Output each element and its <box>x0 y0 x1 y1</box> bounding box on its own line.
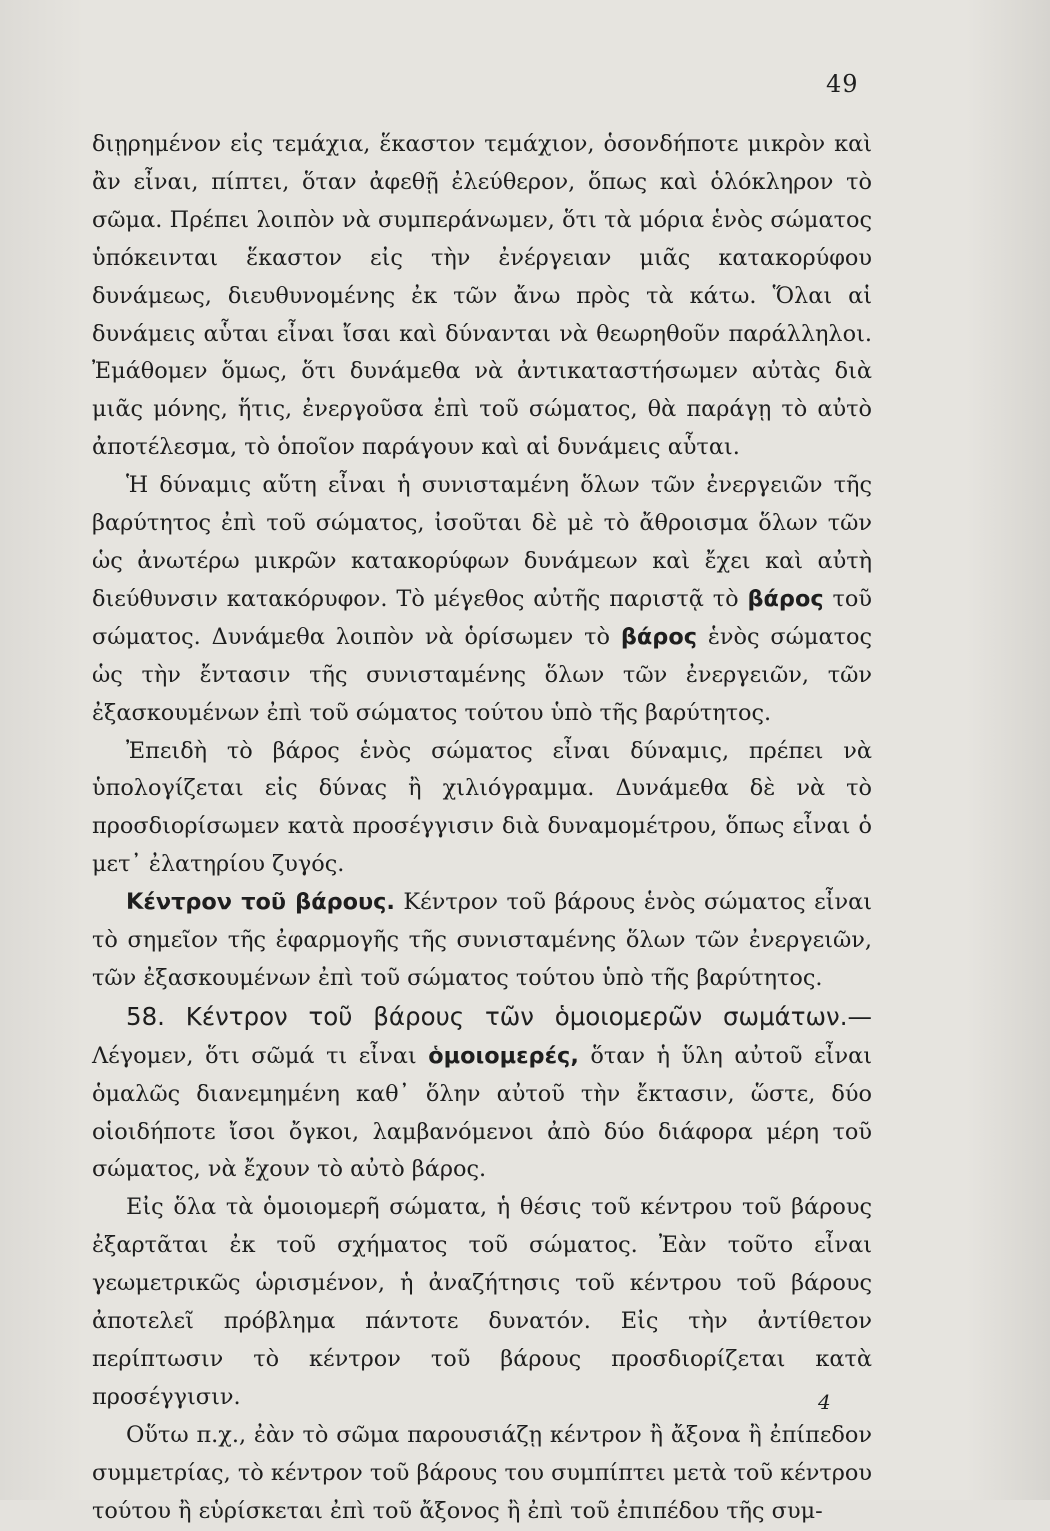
body-text <box>92 126 872 1531</box>
term-weight-2: βάρος <box>620 623 697 650</box>
paragraph-continued: διῃρημένον εἰς τεμάχια, ἕκαστον τεμάχιον, ὁσονδήποτε μικρὸν καὶ ἂν εἶναι, πίπτει, ὅταν ἀφεθῇ ἐλεύθερον, ὅπως καὶ ὁλόκληρον τὸ σῶμα. Πρέπει λοιπὸν νὰ συμπεράνωμεν, ὅτι τὰ μόρια ἑνὸς σώματος ὑπόκεινται ἕκαστον εἰς τὴν ἐνέργειαν μιᾶς κατακορύφου δυνάμεως, διευθυνομένης ἐκ τῶν ἄνω πρὸς τὰ κάτω. Ὅλαι αἱ δυνάμεις αὗται εἶναι ἴσαι καὶ δύνανται νὰ θεωρηθοῦν παράλληλοι. Ἐμάθομεν ὅμως, ὅτι δυνάμεθα νὰ ἀντικαταστήσωμεν αὐτὰς διὰ μιᾶς μόνης, ἥτις, ἐνεργοῦσα ἐπὶ τοῦ σώματος, θὰ παράγῃ τὸ αὐτὸ ἀποτέλεσμα, τὸ ὁποῖον παράγουν καὶ αἱ δυνάμεις αὗται. <box>92 131 872 461</box>
paragraph-center-of-gravity <box>92 884 872 998</box>
term-weight-1: βάρος <box>747 585 824 612</box>
p2-end: ἑνὸς σώματος ὡς τὴν ἔντασιν τῆς συνισταμένης ὅλων τῶν ἐνεργειῶν, τῶν ἐξασκουμένων ἐπὶ τοῦ σώματος τούτου ὑπὸ τῆς βαρύτητος. <box>92 623 873 726</box>
paragraph-weight-units: Ἐπειδὴ τὸ βάρος ἑνὸς σώματος εἶναι δύναμις, πρέπει νὰ ὑπολογίζεται εἰς δύνας ἢ χιλιόγραμμα. Δυνάμεθα δὲ νὰ τὸ προσδιορίσωμεν κατὰ προσέγγισιν διὰ δυναμομέτρου, ὅπως εἶναι ὁ μετ᾽ ἐλατηρίου ζυγός. <box>92 737 872 878</box>
paragraph-weight-definition <box>92 467 872 732</box>
p2-start: Ἡ δύναμις αὕτη εἶναι ἡ συνισταμένη ὅλων τῶν ἐνεργειῶν τῆς βαρύτητος ἐπὶ τοῦ σώματος, ἰσοῦται δὲ μὲ τὸ ἄθροισμα ὅλων τῶν ὡς ἀνωτέρω μικρῶν κατακορύφων δυνάμεων καὶ ἔχει καὶ αὐτὴ διεύθυνσιν κατακόρυφον. Τὸ μέγεθος αὐτῆς παριστᾷ τὸ <box>92 472 872 612</box>
term-center-of-gravity: Κέντρον τοῦ βάρους. <box>126 889 395 916</box>
signature-mark: 4 <box>818 1390 831 1414</box>
p5-end: ὅταν ἡ ὕλη αὐτοῦ εἶναι ὁμαλῶς διανεμημένη καθ᾽ ὅλην αὐτοῦ τὴν ἔκτασιν, ὥστε, δύο οἱοιδήποτε ἴσοι ὄγκοι, λαμβανόμενοι ἀπὸ δύο διάφορα μέρη τοῦ σώματος, νὰ ἔχουν τὸ αὐτὸ βάρος. <box>92 1042 872 1183</box>
p5-start: Λέγομεν, ὅτι σῶμά τι εἶναι <box>92 1042 417 1069</box>
p4-text: Κέντρον τοῦ βάρους ἑνὸς σώματος εἶναι τὸ σημεῖον τῆς ἐφαρμογῆς τῆς συνισταμένης ὅλων τῶν ἐνεργειῶν, τῶν ἐξασκουμένων ἐπὶ τοῦ σώματος τούτου ὑπὸ τῆς βαρύτητος. <box>92 889 872 991</box>
term-homogeneous: ὁμοιομερές, <box>428 1042 579 1069</box>
page-number: 49 <box>826 70 859 98</box>
p2-mid: τοῦ σώματος. Δυνάμεθα λοιπὸν νὰ ὁρίσωμεν τὸ <box>92 585 872 650</box>
paragraph-symmetry: Οὕτω π.χ., ἐὰν τὸ σῶμα παρουσιάζῃ κέντρον ἢ ἄξονα ἢ ἐπίπεδον συμμετρίας, τὸ κέντρον τοῦ βάρους του συμπίπτει μετὰ τοῦ κέντρου τούτου ἢ εὑρίσκεται ἐπὶ τοῦ ἄξονος ἢ ἐπὶ τοῦ ἐπιπέδου τῆς συμ- <box>92 1421 872 1524</box>
section-58 <box>92 998 872 1190</box>
section-heading: 58. Κέντρον τοῦ βάρους τῶν ὁμοιομερῶν σωμάτων.— <box>126 1001 872 1031</box>
paragraph-shape-dependence: Εἰς ὅλα τὰ ὁμοιομερῆ σώματα, ἡ θέσις τοῦ κέντρου τοῦ βάρους ἐξαρτᾶται ἐκ τοῦ σχήματος τοῦ σώματος. Ἐὰν τοῦτο εἶναι γεωμετρικῶς ὡρισμένον, ἡ ἀναζήτησις τοῦ κέντρου τοῦ βάρους ἀποτελεῖ πρόβλημα πάντοτε δυνατόν. Εἰς τὴν ἀντίθετον περίπτωσιν τὸ κέντρον τοῦ βάρους προσδιορίζεται κατὰ προσέγγισιν. <box>92 1194 872 1410</box>
